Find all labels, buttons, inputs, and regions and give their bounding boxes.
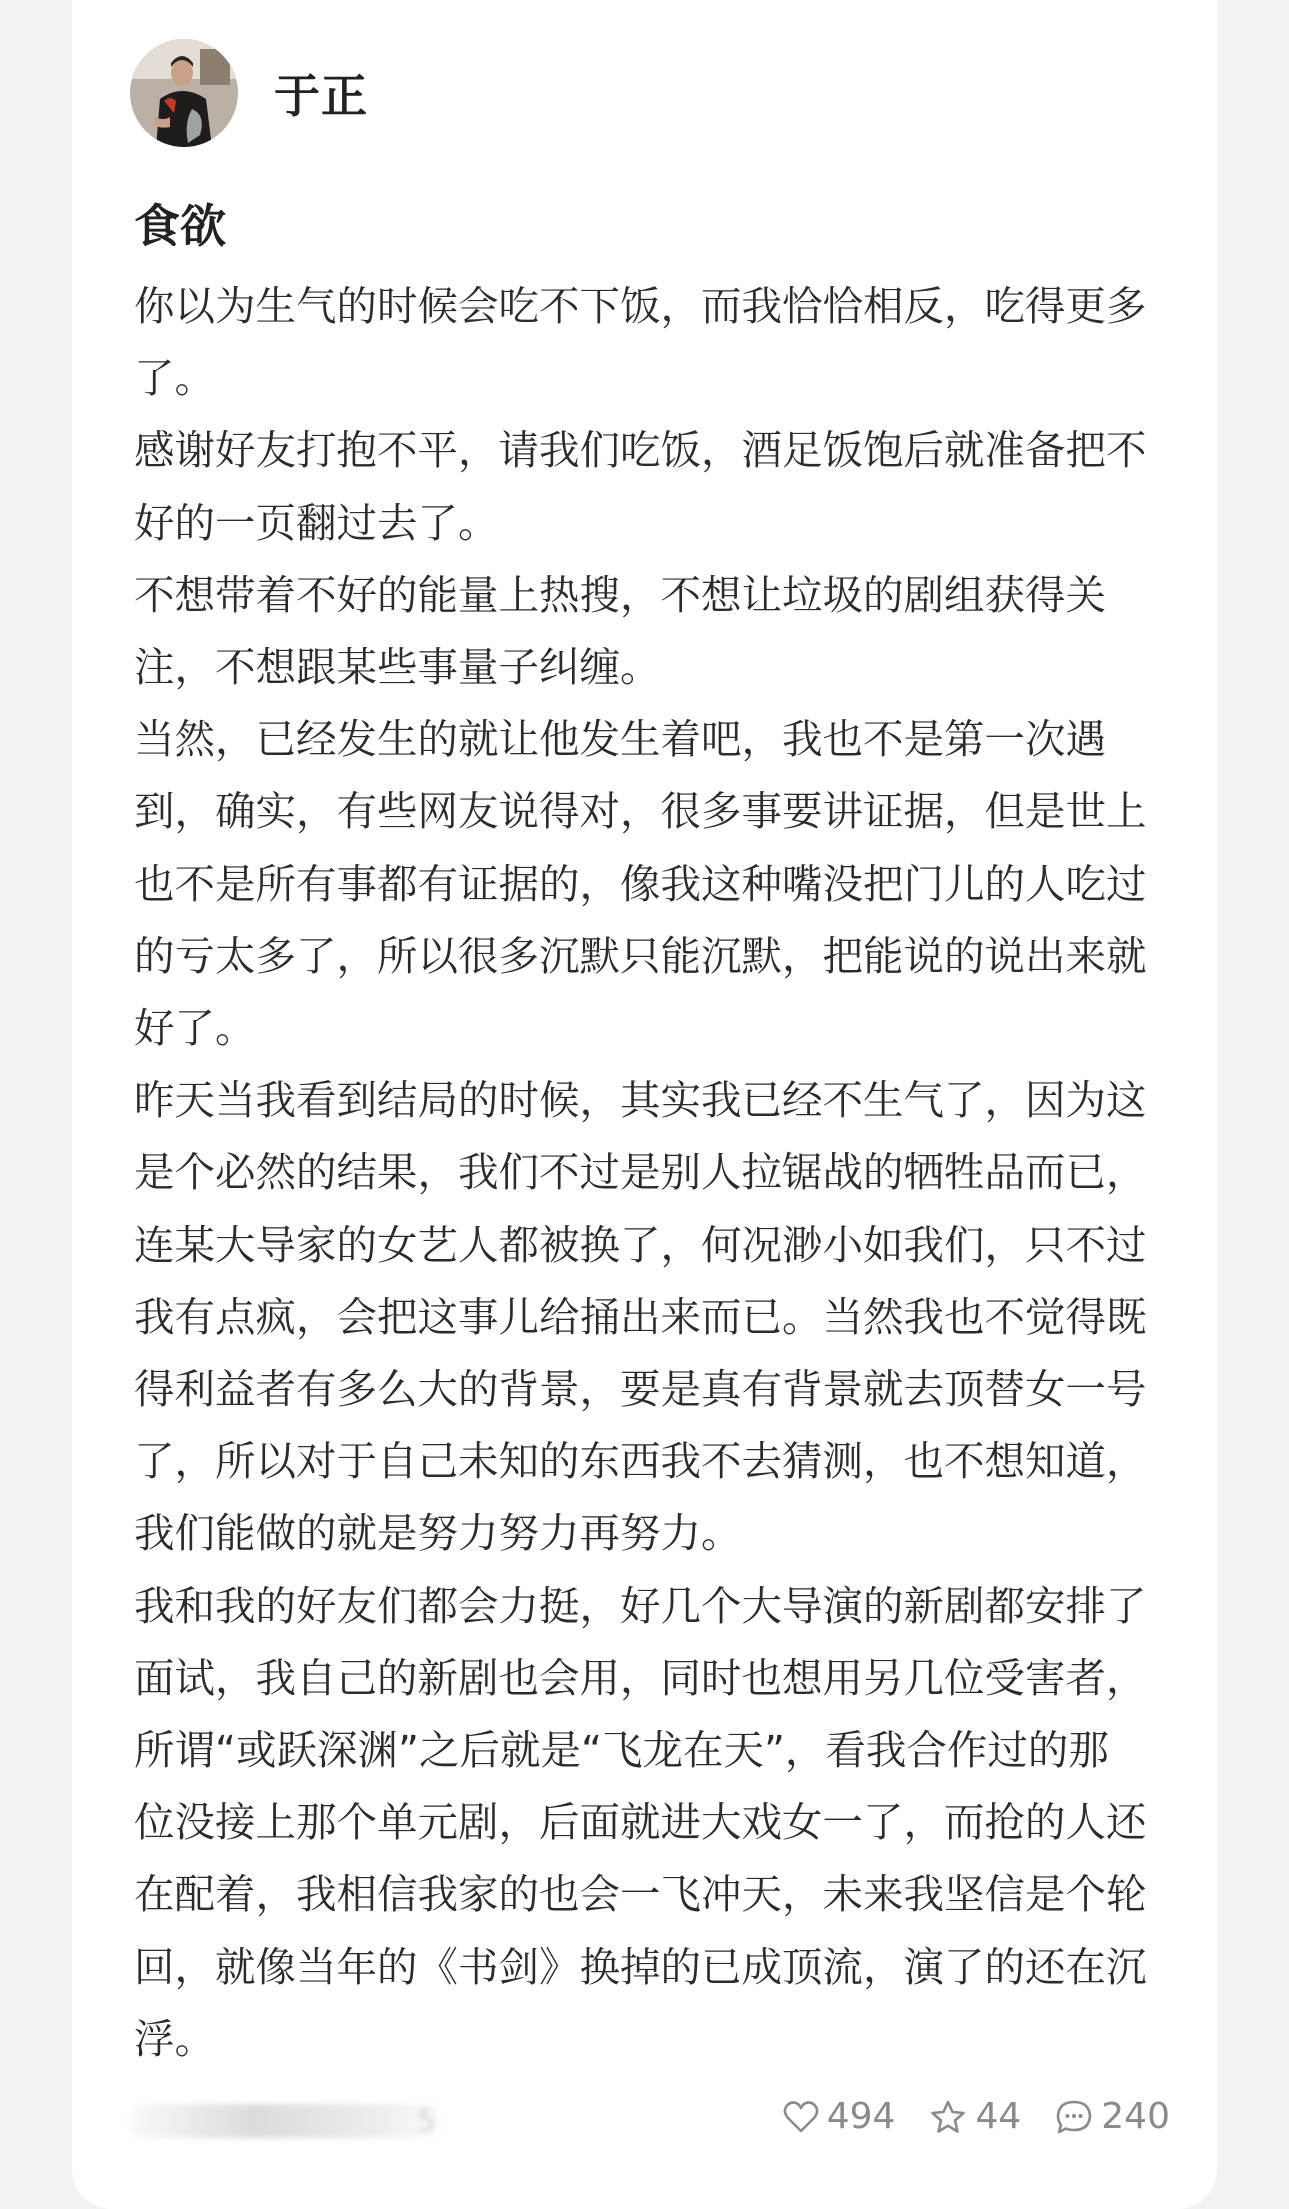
post-header bbox=[130, 38, 368, 148]
blurred-source-text: 5 bbox=[416, 2104, 436, 2139]
post-card bbox=[72, 0, 1217, 2209]
like-count: 494 bbox=[826, 2096, 896, 2137]
blurred-source bbox=[130, 2104, 440, 2138]
heart-icon bbox=[783, 2100, 819, 2134]
post-title: 食欲 bbox=[134, 199, 226, 253]
post-body bbox=[134, 270, 1149, 2075]
paragraph: 昨天当我看到结局的时候，其实我已经不生气了，因为这是个必然的结果，我们不过是别人拉锯战的牺牲品而已，连某大导家的女艺人都被换了，何况渺小如我们，只不过我有点疯，会把这事儿给捅出来而已。当然我也不觉得既得利益者有多么大的背景，要是真有背景就去顶替女一号了，所以对于自己未知的东西我不去猜测，也不想知道，我们能做的就是努力努力再努力。 bbox=[134, 1076, 1147, 1558]
repost-count: 44 bbox=[975, 2096, 1022, 2137]
paragraph: 不想带着不好的能量上热搜，不想让垃圾的剧组获得关注，不想跟某些事量子纠缠。 bbox=[134, 570, 1106, 692]
like-button[interactable] bbox=[783, 2096, 896, 2137]
author-name[interactable]: 于正 bbox=[274, 69, 368, 123]
avatar[interactable] bbox=[130, 39, 238, 147]
paragraph: 感谢好友打抱不平，请我们吃饭，酒足饭饱后就准备把不好的一页翻过去了。 bbox=[134, 426, 1147, 547]
comment-button[interactable] bbox=[1055, 2096, 1170, 2137]
paragraph: 你以为生气的时候会吃不下饭，而我恰恰相反，吃得更多了。 bbox=[134, 282, 1147, 403]
post-actions bbox=[749, 2096, 1170, 2137]
repost-button[interactable] bbox=[929, 2096, 1021, 2137]
post-footer bbox=[130, 2090, 1170, 2150]
comment-count: 240 bbox=[1101, 2096, 1170, 2137]
paragraph: 当然，已经发生的就让他发生着吧，我也不是第一次遇到，确实，有些网友说得对，很多事要讲证据，但是世上也不是所有事都有证据的，像我这种嘴没把门儿的人吃过的亏太多了，所以很多沉默只能沉默，把能说的说出来就好了。 bbox=[134, 715, 1147, 1053]
paragraph: 我和我的好友们都会力挺，好几个大导演的新剧都安排了面试，我自己的新剧也会用，同时也想用另几位受害者，所谓“或跃深渊”之后就是“飞龙在天”，看我合作过的那位没接上那个单元剧，后面就进大戏女一了，而抢的人还在配着，我相信我家的也会一飞冲天，未来我坚信是个轮回，就像当年的《书剑》换掉的已成顶流，演了的还在沉浮。 bbox=[134, 1581, 1147, 2063]
comment-bubble-icon bbox=[1055, 2099, 1093, 2135]
star-icon bbox=[929, 2099, 967, 2135]
